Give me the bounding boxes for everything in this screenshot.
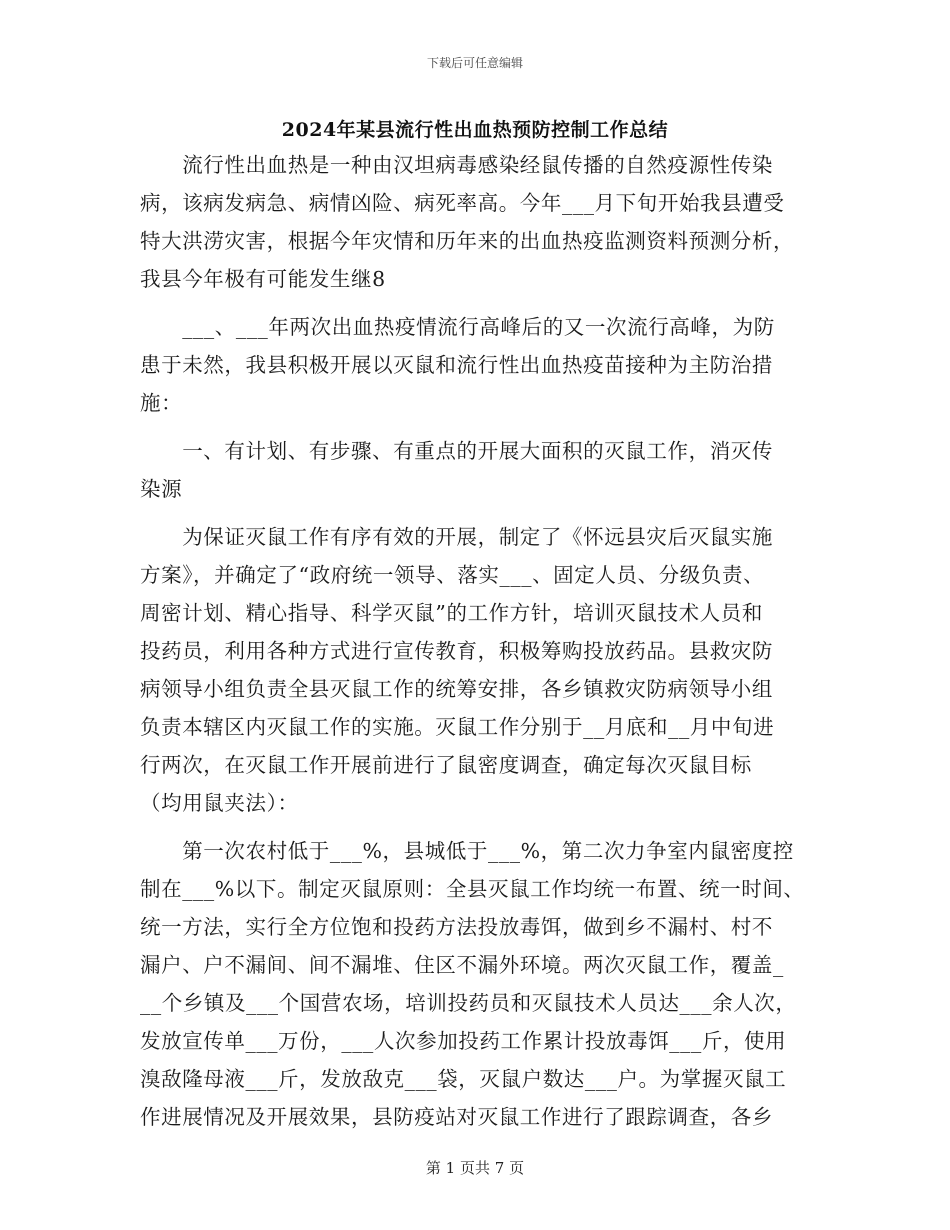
body-line: 患于未然，我县积极开展以灭鼠和流行性出血热疫苗接种为主防治措 (140, 353, 773, 377)
body-line: 病领导小组负责全县灭鼠工作的统筹安排，各乡镇救灾防病领导小组 (140, 677, 773, 701)
body-line: 溴敌隆母液___斤，发放敌克___袋，灭鼠户数达___户。为掌握灭鼠工 (140, 1067, 787, 1091)
document-body (140, 146, 808, 1136)
body-line: （均用鼠夹法）： (140, 791, 299, 815)
body-line: 第一次农村低于___%，县城低于___%，第二次力争室内鼠密度控 (140, 839, 794, 863)
body-line: 特大洪涝灾害，根据今年灾情和历年来的出血热疫监测资料预测分析， (140, 229, 795, 253)
body-line: 我县今年极有可能发生继8 (140, 267, 386, 291)
body-line: 作进展情况及开展效果，县防疫站对灭鼠工作进行了跟踪调查，各乡 (140, 1105, 773, 1129)
body-line: 染源 (140, 477, 183, 501)
body-line: 漏户、户不漏间、间不漏堆、住区不漏外环境。两次灭鼠工作，覆盖_ (140, 953, 784, 977)
body-line: 负责本辖区内灭鼠工作的实施。灭鼠工作分别于__月底和__月中旬进 (140, 715, 775, 739)
body-line: 发放宣传单___万份，___人次参加投药工作累计投放毒饵___斤，使用 (140, 1029, 787, 1053)
body-line: __个乡镇及___个国营农场，培训投药员和灭鼠技术人员达___余人次， (140, 991, 797, 1015)
body-line: 统一方法，实行全方位饱和投药方法投放毒饵，做到乡不漏村、村不 (140, 915, 773, 939)
body-line: ___、___年两次出血热疫情流行高峰后的又一次流行高峰，为防 (140, 315, 775, 339)
body-line: 流行性出血热是一种由汉坦病毒感染经鼠传播的自然疫源性传染 (140, 153, 773, 177)
page-number-footer: 第 1 页共 7 页 (425, 1159, 525, 1177)
body-line: 方案》，并确定了“政府统一领导、落实___、固定人员、分级负责、 (140, 563, 765, 587)
body-line: 行两次，在灭鼠工作开展前进行了鼠密度调查，确定每次灭鼠目标 (140, 753, 752, 777)
document-title: 2024年某县流行性出血热预防控制工作总结 (281, 119, 669, 141)
body-line: 病，该病发病急、病情凶险、病死率高。今年___月下旬开始我县遭受 (140, 191, 785, 215)
body-line: 施： (140, 391, 183, 415)
body-line: 投药员，利用各种方式进行宣传教育，积极筹购投放药品。县救灾防 (140, 639, 773, 663)
body-line: 为保证灭鼠工作有序有效的开展，制定了《怀远县灾后灭鼠实施 (140, 525, 773, 549)
body-line: 周密计划、精心指导、科学灭鼠”的工作方针，培训灭鼠技术人员和 (140, 601, 763, 625)
header-note: 下载后可任意编辑 (426, 56, 523, 70)
body-line: 一、有计划、有步骤、有重点的开展大面积的灭鼠工作，消灭传 (140, 439, 773, 463)
body-line: 制在___%以下。制定灭鼠原则：全县灭鼠工作均统一布置、统一时间、 (140, 877, 805, 901)
